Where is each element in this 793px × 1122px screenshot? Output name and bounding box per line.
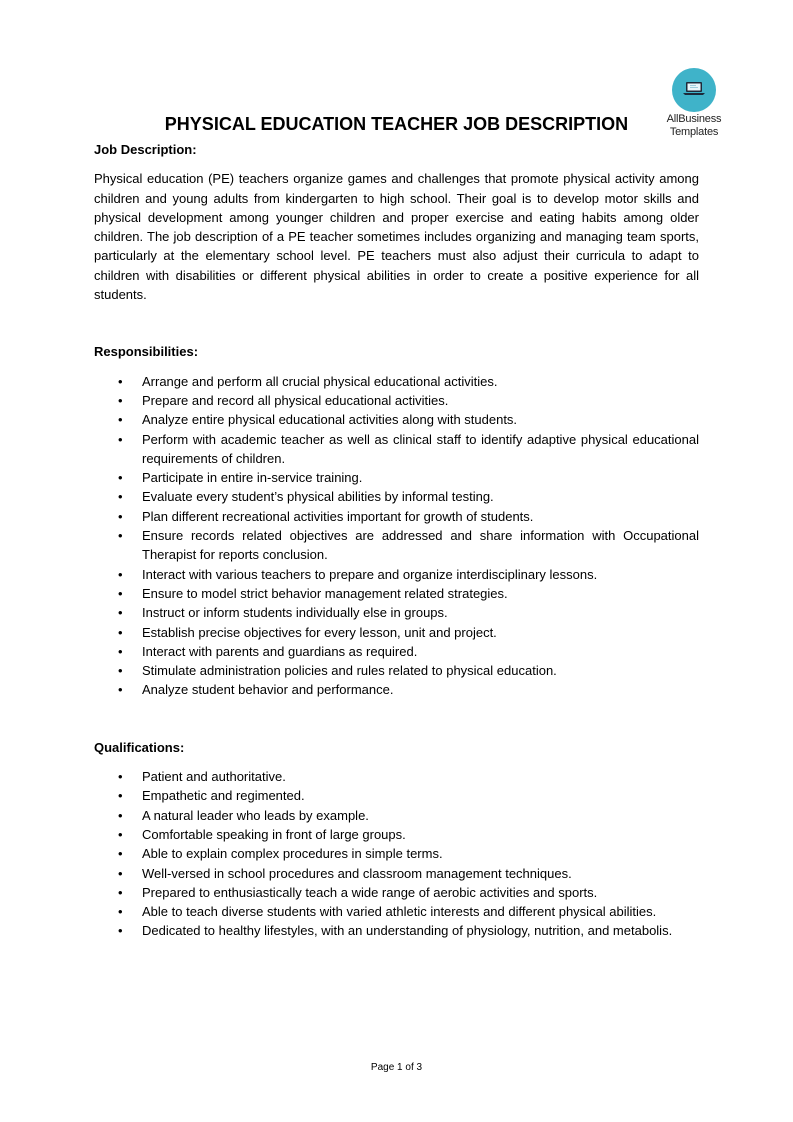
responsibilities-heading: Responsibilities: [94,344,199,360]
qualifications-item [94,921,699,940]
laptop-icon [683,81,705,96]
job-description-paragraph: Physical education (PE) teachers organize games and challenges that promote physical activity among children and young adults from kindergarten to high school. Their goal is to develop motor skills and physical development among younger children and proper exercise and eating habits among older children. The job description of a PE teacher sometimes includes organizing and managing team sports, particularly at the elementary school level. PE teachers must also adjust their curricula to adapt to children with disabilities or different physical abilities in order to create a positive experience for all students. [94,171,699,303]
qualifications-heading: Qualifications: [94,739,185,755]
qualifications-item-text: Prepared to enthusiastically teach a wide range of aerobic activities and sports. [142,884,598,900]
qualifications-item-text: A natural leader who leads by example. [142,807,369,823]
responsibilities-item-text: Stimulate administration policies and rules related to physical education. [142,663,557,679]
responsibilities-item [94,584,699,603]
responsibilities-item [94,487,699,506]
bullet-icon: • [118,663,123,679]
responsibilities-item [94,623,699,642]
bullet-icon: • [118,846,123,862]
bullet-icon: • [118,682,123,698]
responsibilities-item [94,603,699,622]
responsibilities-item [94,680,699,699]
responsibilities-item [94,410,699,429]
bullet-icon: • [118,923,123,939]
section-spacer [94,304,699,342]
responsibilities-item [94,661,699,680]
responsibilities-item-text: Instruct or inform students individually else in groups. [142,605,448,621]
responsibilities-item-text: Participate in entire in-service training. [142,470,363,486]
bullet-icon: • [118,566,123,582]
bullet-icon: • [118,392,123,408]
responsibilities-item-text: Prepare and record all physical educational activities. [142,392,449,408]
bullet-icon: • [118,431,123,447]
qualifications-item [94,883,699,902]
section-spacer [94,700,699,738]
bullet-icon: • [118,412,123,428]
bullet-icon: • [118,489,123,505]
bullet-icon: • [118,826,123,842]
qualifications-item [94,806,699,825]
document-title: PHYSICAL EDUCATION TEACHER JOB DESCRIPTION [164,114,629,134]
qualifications-item-text: Patient and authoritative. [142,769,286,785]
qualifications-item [94,902,699,921]
responsibilities-item-text: Evaluate every student’s physical abilities by informal testing. [142,489,494,505]
bullet-icon: • [118,807,123,823]
bullet-icon: • [118,373,123,389]
job-description-heading: Job Description: [94,142,197,157]
qualifications-item-text: Comfortable speaking in front of large groups. [142,826,406,842]
responsibilities-item [94,391,699,410]
bullet-icon: • [118,904,123,920]
logo-circle [672,68,716,112]
bullet-icon: • [118,585,123,601]
responsibilities-item-text: Ensure to model strict behavior management related strategies. [142,585,508,601]
responsibilities-item-text: Perform with academic teacher as well as clinical staff to identify adaptive physical educational requirements of children. [142,431,699,466]
qualifications-item-text: Able to explain complex procedures in simple terms. [142,846,443,862]
responsibilities-item [94,468,699,487]
bullet-icon: • [118,470,123,486]
qualifications-item [94,844,699,863]
qualifications-item-text: Empathetic and regimented. [142,788,305,804]
logo-text-line2: Templates [669,126,719,138]
responsibilities-item [94,430,699,469]
qualifications-item-text: Well-versed in school procedures and classroom management techniques. [142,865,572,881]
responsibilities-item-text: Analyze entire physical educational activities along with students. [142,412,518,428]
bullet-icon: • [118,788,123,804]
qualifications-item-text: Dedicated to healthy lifestyles, with an understanding of physiology, nutrition, and metabolis. [142,923,673,939]
bullet-icon: • [118,769,123,785]
responsibilities-item-text: Interact with various teachers to prepare and organize interdisciplinary lessons. [142,566,598,582]
responsibilities-item-text: Ensure records related objectives are addressed and share information with Occupational Therapist for reports conclusion. [142,528,699,563]
qualifications-item [94,864,699,883]
responsibilities-item [94,565,699,584]
responsibilities-item-text: Plan different recreational activities important for growth of students. [142,508,534,524]
responsibilities-item-text: Interact with parents and guardians as required. [142,643,418,659]
document-body [94,140,699,941]
logo-text-line1: AllBusiness [666,113,722,125]
responsibilities-item-text: Establish precise objectives for every lesson, unit and project. [142,624,497,640]
bullet-icon: • [118,865,123,881]
responsibilities-item-text: Arrange and perform all crucial physical educational activities. [142,373,498,389]
bullet-icon: • [118,624,123,640]
responsibilities-item-text: Analyze student behavior and performance. [142,682,394,698]
responsibilities-item [94,526,699,565]
page-number: Page 1 of 3 [370,1062,423,1073]
qualifications-item [94,767,699,786]
bullet-icon: • [118,528,123,544]
bullet-icon: • [118,643,123,659]
responsibilities-item [94,372,699,391]
qualifications-item [94,786,699,805]
qualifications-item-text: Able to teach diverse students with varied athletic interests and different physical abilities. [142,904,657,920]
qualifications-item [94,825,699,844]
bullet-icon: • [118,508,123,524]
responsibilities-item [94,642,699,661]
qualifications-list [94,767,699,941]
bullet-icon: • [118,884,123,900]
responsibilities-list [94,372,699,700]
bullet-icon: • [118,605,123,621]
responsibilities-item [94,507,699,526]
